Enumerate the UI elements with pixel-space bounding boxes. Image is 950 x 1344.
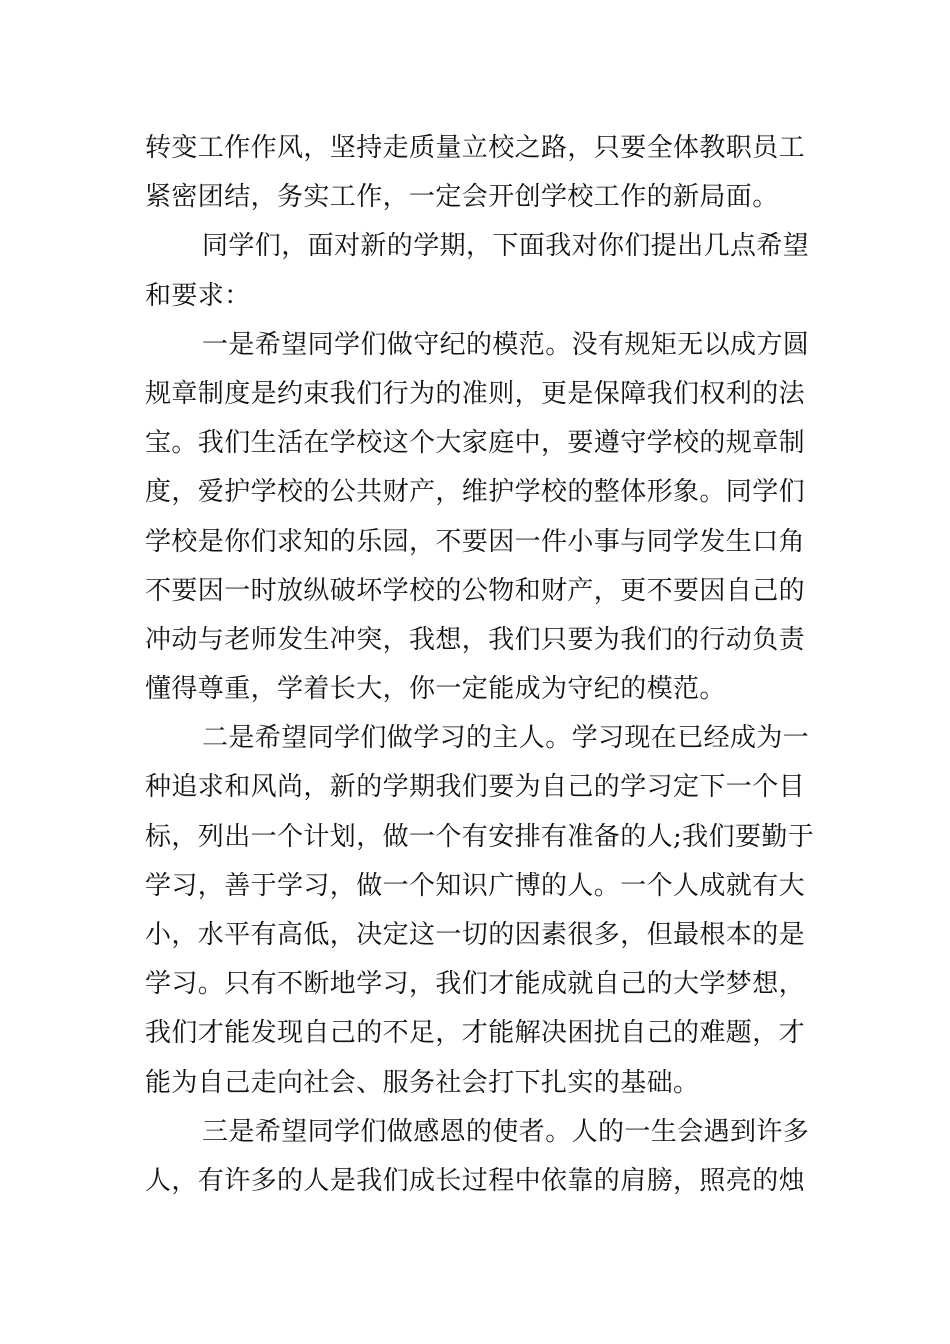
body-text xyxy=(145,124,815,1206)
paragraph-start-line: 同学们，面对新的学期，下面我对你们提出几点希望 xyxy=(202,231,810,262)
text-line: 种追求和风尚，新的学期我们要为自己的学习定下一个目 xyxy=(145,772,806,803)
text-line: 学习，善于学习，做一个知识广博的人。一个人成就有大 xyxy=(145,870,806,901)
text-line: 紧密团结，务实工作，一定会开创学校工作的新局面。 xyxy=(145,182,779,213)
text-line: 规章制度是约束我们行为的准则，更是保障我们权利的法 xyxy=(145,378,806,409)
paragraph-start-line: 三是希望同学们做感恩的使者。人的一生会遇到许多 xyxy=(202,1116,810,1147)
text-line: 小，水平有高低，决定这一切的因素很多，但最根本的是 xyxy=(145,920,806,950)
text-line: 和要求： xyxy=(145,280,251,311)
text-line: 不要因一时放纵破坏学校的公物和财产，更不要因自己的 xyxy=(145,575,806,606)
text-line: 宝。我们生活在学校这个大家庭中，要遵守学校的规章制 xyxy=(145,428,806,459)
text-line: 我们才能发现自己的不足，才能解决困扰自己的难题，才 xyxy=(145,1018,806,1049)
text-line: 标，列出一个计划，做一个有安排有准备的人;我们要勤于 xyxy=(145,821,815,852)
text-line: 学校是你们求知的乐园，不要因一件小事与同学发生口角 xyxy=(145,526,806,557)
text-line: 转变工作作风，坚持走质量立校之路，只要全体教职员工 xyxy=(145,133,806,163)
paragraph-start-line: 二是希望同学们做学习的主人。学习现在已经成为一 xyxy=(202,723,810,754)
text-line: 度，爱护学校的公共财产，维护学校的整体形象。同学们 xyxy=(145,477,806,508)
text-line: 能为自己走向社会、服务社会打下扎实的基础。 xyxy=(145,1067,700,1098)
paragraph-start-line: 一是希望同学们做守纪的模范。没有规矩无以成方圆 xyxy=(202,329,810,360)
text-line: 懂得尊重，学着长大，你一定能成为守纪的模范。 xyxy=(145,674,726,705)
text-line: 冲动与老师发生冲突，我想，我们只要为我们的行动负责 xyxy=(145,624,806,655)
text-line: 学习。只有不断地学习，我们才能成就自己的大学梦想， xyxy=(145,969,806,1000)
text-line: 人，有许多的人是我们成长过程中依靠的肩膀，照亮的烛 xyxy=(145,1165,806,1196)
